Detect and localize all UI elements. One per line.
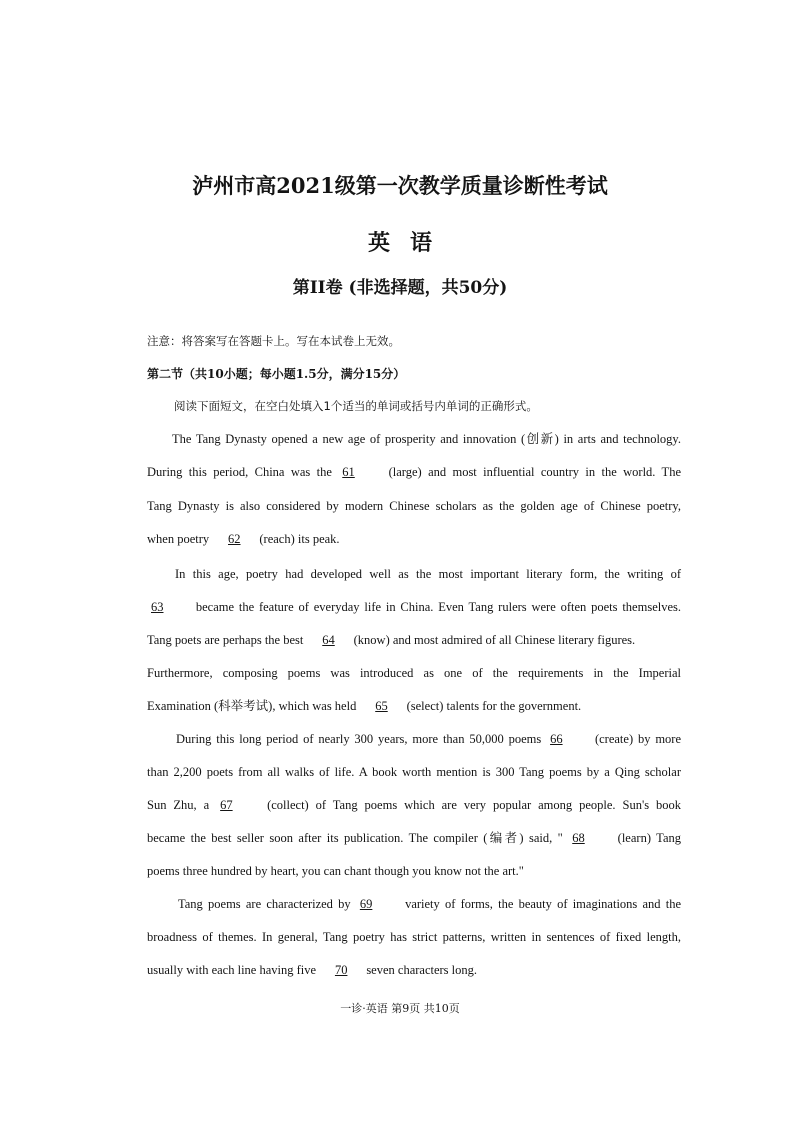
blank-70: 70: [334, 963, 348, 977]
passage-line-13: [147, 830, 681, 846]
section-instruction: 阅读下面短文，在空白处填入1个适当的单词或括号内单词的正确形式。: [174, 399, 538, 413]
subject-title: 英语: [367, 230, 452, 256]
passage-text: Sun Zhu, a: [147, 798, 210, 812]
passage-line-12: [147, 797, 681, 813]
passage-text: became the best seller soon after its publication. The compiler (编者) said, ": [147, 831, 563, 845]
passage-line-9: [147, 698, 581, 714]
passage-text: Examination (科举考试), which was held: [147, 699, 357, 713]
blank-61: 61: [342, 465, 355, 479]
passage-text: (select) talents for the government.: [406, 699, 582, 713]
passage-text: (large) and most influential country in the world. The: [388, 465, 681, 479]
passage-line-15: [178, 896, 681, 912]
passage-line-11: than 2,200 poets from all walks of life. A book worth mention is 300 Tang poems by a Qing scholar: [147, 765, 681, 779]
passage-text: seven characters long.: [366, 963, 478, 977]
passage-text: Tang poems are characterized by: [178, 897, 351, 911]
passage-line-3: Tang Dynasty is also considered by modern Chinese scholars as the golden age of Chinese poetry,: [147, 499, 681, 513]
passage-line-2: [147, 464, 681, 480]
passage-line-10: [176, 731, 681, 747]
passage-text: Tang poets are perhaps the best: [147, 633, 304, 647]
passage-line-7: [147, 632, 635, 648]
passage-text: when poetry: [147, 532, 210, 546]
passage-line-17: [147, 962, 477, 978]
passage-text: (know) and most admired of all Chinese literary figures.: [353, 633, 636, 647]
page-footer: 一诊·英语 第9页 共10页: [340, 1002, 460, 1015]
blank-69: 69: [359, 897, 373, 911]
passage-line-16: broadness of themes. In general, Tang poetry has strict patterns, written in sentences of fixed length,: [147, 930, 681, 944]
section-title: 第二节（共10小题；每小题1.5分，满分15分）: [147, 367, 406, 381]
passage-text: became the feature of everyday life in China. Even Tang rulers were often poets themselves.: [195, 600, 682, 614]
blank-63: 63: [151, 600, 164, 614]
passage-text: (create) by more: [594, 732, 682, 746]
passage-text: (reach) its peak.: [259, 532, 340, 546]
passage-line-14: poems three hundred by heart, you can chant though you know not the art.": [147, 864, 524, 878]
notice-text: 注意：将答案写在答题卡上。写在本试卷上无效。: [147, 334, 400, 348]
passage-text: During this period, China was the: [147, 465, 332, 479]
blank-64: 64: [322, 633, 335, 647]
passage-line-5: In this age, poetry had developed well as the most important literary form, the writing of: [175, 567, 681, 581]
passage-line-8: Furthermore, composing poems was introduced as one of the requirements in the Imperial: [147, 666, 681, 680]
blank-68: 68: [572, 831, 585, 845]
passage-text: During this long period of nearly 300 years, more than 50,000 poems: [176, 732, 542, 746]
passage-line-1: The Tang Dynasty opened a new age of prosperity and innovation (创新) in arts and technology.: [172, 432, 681, 446]
passage-text: (collect) of Tang poems which are very popular among people. Sun's book: [267, 798, 682, 812]
passage-line-4: [147, 531, 340, 547]
blank-66: 66: [550, 732, 563, 746]
passage-line-6: [147, 599, 681, 615]
passage-text: (learn) Tang: [617, 831, 681, 845]
blank-65: 65: [375, 699, 388, 713]
passage-text: usually with each line having five: [147, 963, 317, 977]
blank-62: 62: [228, 532, 241, 546]
passage-text: variety of forms, the beauty of imaginations and the: [405, 897, 682, 911]
exam-title: 泸州市高2021级第一次教学质量诊断性考试: [192, 173, 608, 198]
blank-67: 67: [220, 798, 233, 812]
volume-title: 第II卷 (非选择题，共50分): [292, 278, 508, 298]
